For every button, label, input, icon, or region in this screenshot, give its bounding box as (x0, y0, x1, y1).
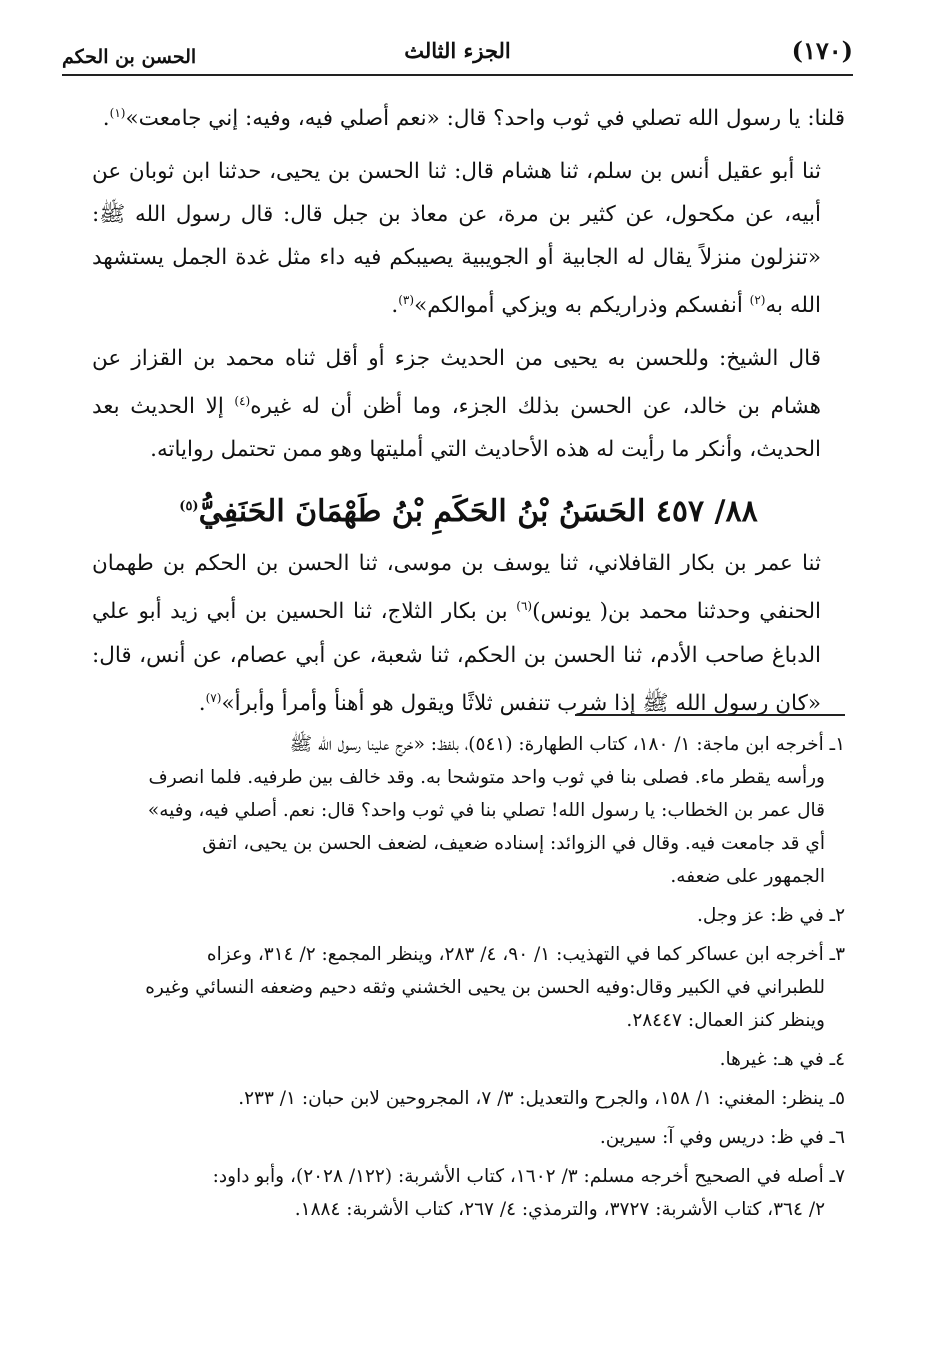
footnote-ref: (٣) (398, 293, 415, 308)
footnote-3: ٣ـ أخرجه ابن عساكر كما في التهذيب: ١/ ٩٠، ٤/ ٢٨٣، وينظر المجمع: ٢/ ٣١٤، وعزاه للطبراني في الكبير وقال:وفيه الحسن بن يحيى الخشني وثقه دحيم وضعفه النسائي وغيره وينظر كنز العمال: ٢٨٤٤٧. (145, 944, 845, 1031)
footnote-ref: (٤) (234, 394, 251, 409)
page-header (62, 30, 853, 76)
footnote-1: ١ـ أخرجه ابن ماجة: ١/ ١٨٠، كتاب الطهارة: (٥٤١)، بلفظ: «خرج علينا رسول الله ﷺ ورأسه يقطر ماء. فصلى بنا في ثوب واحد متوشحا به. وقد خالف بين طرفيه. فلما انصرف قال عمر بن الخطاب: يا رسول الله! تصلي بنا في ثوب واحد؟ قال: نعم. أصلي فيه، وفيه» أي قد جامعت فيه. وقال في الزوائد: إسناده ضعيف، لضعف الحسن بن يحيى، اتفق الجمهور على ضعفه. (147, 734, 845, 887)
footnote-7: ٧ـ أصله في الصحيح أخرجه مسلم: ٣/ ١٦٠٢، كتاب الأشربة: (١٢٢/ ٢٠٢٨)، وأبو داود: ٢/ ٣٦٤، كتاب الأشربة: ٣٧٢٧، والترمذي: ٤/ ٢٦٧، كتاب الأشربة: ١٨٨٤. (212, 1166, 845, 1220)
volume-title: الجزء الثالث (404, 38, 511, 63)
paragraph-3: قال الشيخ: وللحسن به يحيى من الحديث جزء أو أقل ثناه محمد بن القزاز عن هشام بن خالد، عن الحسن بذلك الجزء، وما أظن أن له غيره$^{(٤)}$ إلا الحديث بعد الحديث، وأنكر ما رأيت له هذه الأحاديث التي أمليتها وهو ممن تحتمل رواياته. (92, 346, 821, 463)
paragraph-1: قلنا: يا رسول الله تصلي في ثوب واحد؟ قال: «نعم أصلي فيه، وفيه: إني جامعت»$^{(١)}$. (102, 106, 845, 132)
footnote-5: ٥ـ ينظر: المغني: ١/ ١٥٨، والجرح والتعديل: ٣/ ٧، المجروحين لابن حبان: ١/ ٢٣٣. (238, 1088, 845, 1109)
paragraph-2: ثنا أبو عقيل أنس بن سلم، ثنا هشام قال: ثنا الحسن بن يحيى، حدثنا ابن ثوبان عن أبيه، عن مكحول، عن كثير بن مرة، عن معاذ بن جبل قال: قال رسول الله ﷺ: «تنزلون منزلاً يقال له الجابية أو الجويبية يصيبكم فيه داء مثل غدة الجمل يستشهد الله به$^{(٢)}$ أنفسكم وذراريكم به ويزكي أموالكم»$^{(٣)}$. (92, 159, 821, 319)
footnotes (92, 728, 845, 1232)
footnote-ref: (٥) (179, 499, 199, 515)
footnote-4: ٤ـ في هـ: غيرها. (719, 1049, 845, 1070)
page-number: (١٧٠) (791, 36, 853, 65)
footnote-6: ٦ـ في ظ: دريس وفي آ: سيرين. (599, 1127, 845, 1148)
main-text (92, 92, 845, 735)
footnote-ref: (٦) (516, 599, 533, 614)
footnote-separator (575, 714, 845, 716)
footnote-ref: (١) (109, 106, 126, 120)
footnote-ref: (٢) (749, 293, 766, 308)
running-title: الحسن بن الحكم (62, 46, 197, 68)
footnote-ref: (٧) (205, 690, 222, 705)
paragraph-4: ثنا عمر بن بكار القافلاني، ثنا يوسف بن موسى، ثنا الحسن بن الحكم بن طهمان الحنفي وحدثنا محمد بن( يونس)$^{(٦)}$ بن بكار الثلاج، ثنا الحسين بن أبي زيد أبو علي الدباغ صاحب الأدم، ثنا الحسن بن الحكم، ثنا شعبة، عن أبي عصام، عن أنس، قال: «كان رسول الله ﷺ إذا شرب تنفس ثلاثًا ويقول هو أهنأ وأمرأ وأبرأ»$^{(٧)}$. (92, 551, 821, 716)
biography-heading: ٨٨/ ٤٥٧ الحَسَنُ بْنُ الحَكَمِ بْنُ طَهْمَانَ الحَنَفِيُّ$^{(٥)}$ (179, 494, 758, 530)
footnote-2: ٢ـ في ظ: عز وجل. (696, 905, 845, 926)
